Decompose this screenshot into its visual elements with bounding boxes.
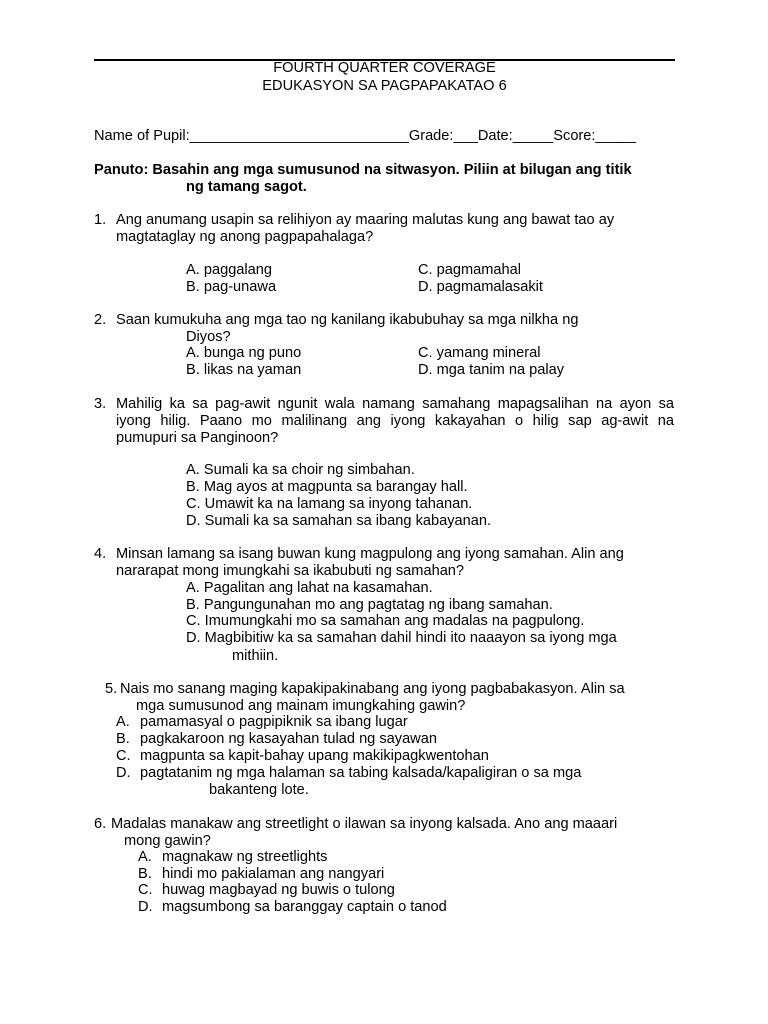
instruction-line-2: ng tamang sagot. (186, 179, 307, 195)
choice-b: B. Pangungunahan mo ang pagtatag ng ibang samahan. (186, 597, 553, 613)
question-text-line: Ang anumang usapin sa relihiyon ay maaring malutas kung ang bawat tao ay (116, 212, 615, 228)
question-number: 2. (94, 312, 107, 328)
question-text-line: pumupuri sa Panginoon? (116, 430, 279, 446)
choice-b-text: pagkakaroon ng kasayahan tulad ng sayawan (140, 731, 437, 747)
question-text-line: mong gawin? (124, 833, 211, 849)
question-number: 6. (94, 816, 107, 832)
choice-d: D. Magbibitiw ka sa samahan dahil hindi ito naaayon sa iyong mga (186, 630, 617, 646)
question-text-line: iyong hilig. Paano mo malilinang ang iyong kakayahan o hilig sap ag-awit na (116, 413, 674, 429)
choice-c-text: magpunta sa kapit-bahay upang makikipagkwentohan (140, 748, 489, 764)
choice-d: D. mga tanim na palay (418, 362, 565, 378)
question-number: 5. (105, 681, 118, 697)
choice-d: D. pagmamalasakit (418, 279, 543, 295)
question-text-line: Minsan lamang sa isang buwan kung magpulong ang iyong samahan. Alin ang (116, 546, 624, 562)
choice-a: A. Sumali ka sa choir ng simbahan. (186, 462, 415, 478)
header-subject: EDUKASYON SA PAGPAPAKATAO 6 (262, 78, 507, 94)
question-text-line: Diyos? (186, 329, 231, 345)
choice-a-text: magnakaw ng streetlights (162, 849, 328, 865)
question-text-line: magtataglay ng anong pagpapahalaga? (116, 229, 374, 245)
choice-a-text: pamamasyal o pagpipiknik sa ibang lugar (140, 714, 408, 730)
choice-c: C. Imumungkahi mo sa samahan ang madalas na pagpulong. (186, 613, 585, 629)
question-text-line: Nais mo sanang maging kapakipakinabang ang iyong pagbabakasyon. Alin sa (120, 681, 625, 697)
question-text-line: Mahilig ka sa pag-awit ngunit wala namang samahang mapagsalihan na ayon sa (116, 396, 674, 412)
choice-d-text: pagtatanim ng mga halaman sa tabing kalsada/kapaligiran o sa mga (140, 765, 582, 781)
question-number: 4. (94, 546, 107, 562)
instruction-line-1: Panuto: Basahin ang mga sumusunod na sitwasyon. Piliin at bilugan ang titik (94, 162, 632, 178)
choice-b: B. likas na yaman (186, 362, 302, 378)
choice-b-text: hindi mo pakialaman ang nangyari (162, 866, 385, 882)
pupil-info-line: Name of Pupil:___________________________Grade:___Date:_____Score:_____ (94, 128, 637, 144)
choice-d-continuation: mithiin. (232, 648, 279, 664)
choice-b-letter: B. (138, 866, 152, 882)
question-text-line: mga sumusunod ang mainam imungkahing gawin? (136, 698, 466, 714)
question-text-line: nararapat mong imungkahi sa ikabubuti ng samahan? (116, 563, 465, 579)
choice-d-text: magsumbong sa baranggay captain o tanod (162, 899, 447, 915)
choice-d-letter: D. (138, 899, 153, 915)
choice-b-letter: B. (116, 731, 130, 747)
choice-c: C. pagmamahal (418, 262, 522, 278)
choice-c: C. yamang mineral (418, 345, 541, 361)
choice-a: A. Pagalitan ang lahat na kasamahan. (186, 580, 433, 596)
question-number: 3. (94, 396, 107, 412)
choice-b: B. Mag ayos at magpunta sa barangay hall. (186, 479, 468, 495)
choice-c-letter: C. (138, 882, 153, 898)
choice-c: C. Umawit ka na lamang sa inyong tahanan. (186, 496, 473, 512)
choice-c-letter: C. (116, 748, 131, 764)
question-text-line: Saan kumukuha ang mga tao ng kanilang ikabubuhay sa mga nilkha ng (116, 312, 579, 328)
question-text-line: Madalas manakaw ang streetlight o ilawan sa inyong kalsada. Ano ang maaari (111, 816, 618, 832)
choice-c-text: huwag magbayad ng buwis o tulong (162, 882, 395, 898)
question-number: 1. (94, 212, 107, 228)
choice-d: D. Sumali ka sa samahan sa ibang kabayanan. (186, 513, 492, 529)
header-title: FOURTH QUARTER COVERAGE (273, 60, 496, 76)
choice-b: B. pag-unawa (186, 279, 277, 295)
choice-a: A. paggalang (186, 262, 273, 278)
choice-a-letter: A. (138, 849, 152, 865)
choice-d-continuation: bakanteng lote. (209, 782, 309, 798)
choice-a: A. bunga ng puno (186, 345, 302, 361)
choice-a-letter: A. (116, 714, 130, 730)
choice-d-letter: D. (116, 765, 131, 781)
